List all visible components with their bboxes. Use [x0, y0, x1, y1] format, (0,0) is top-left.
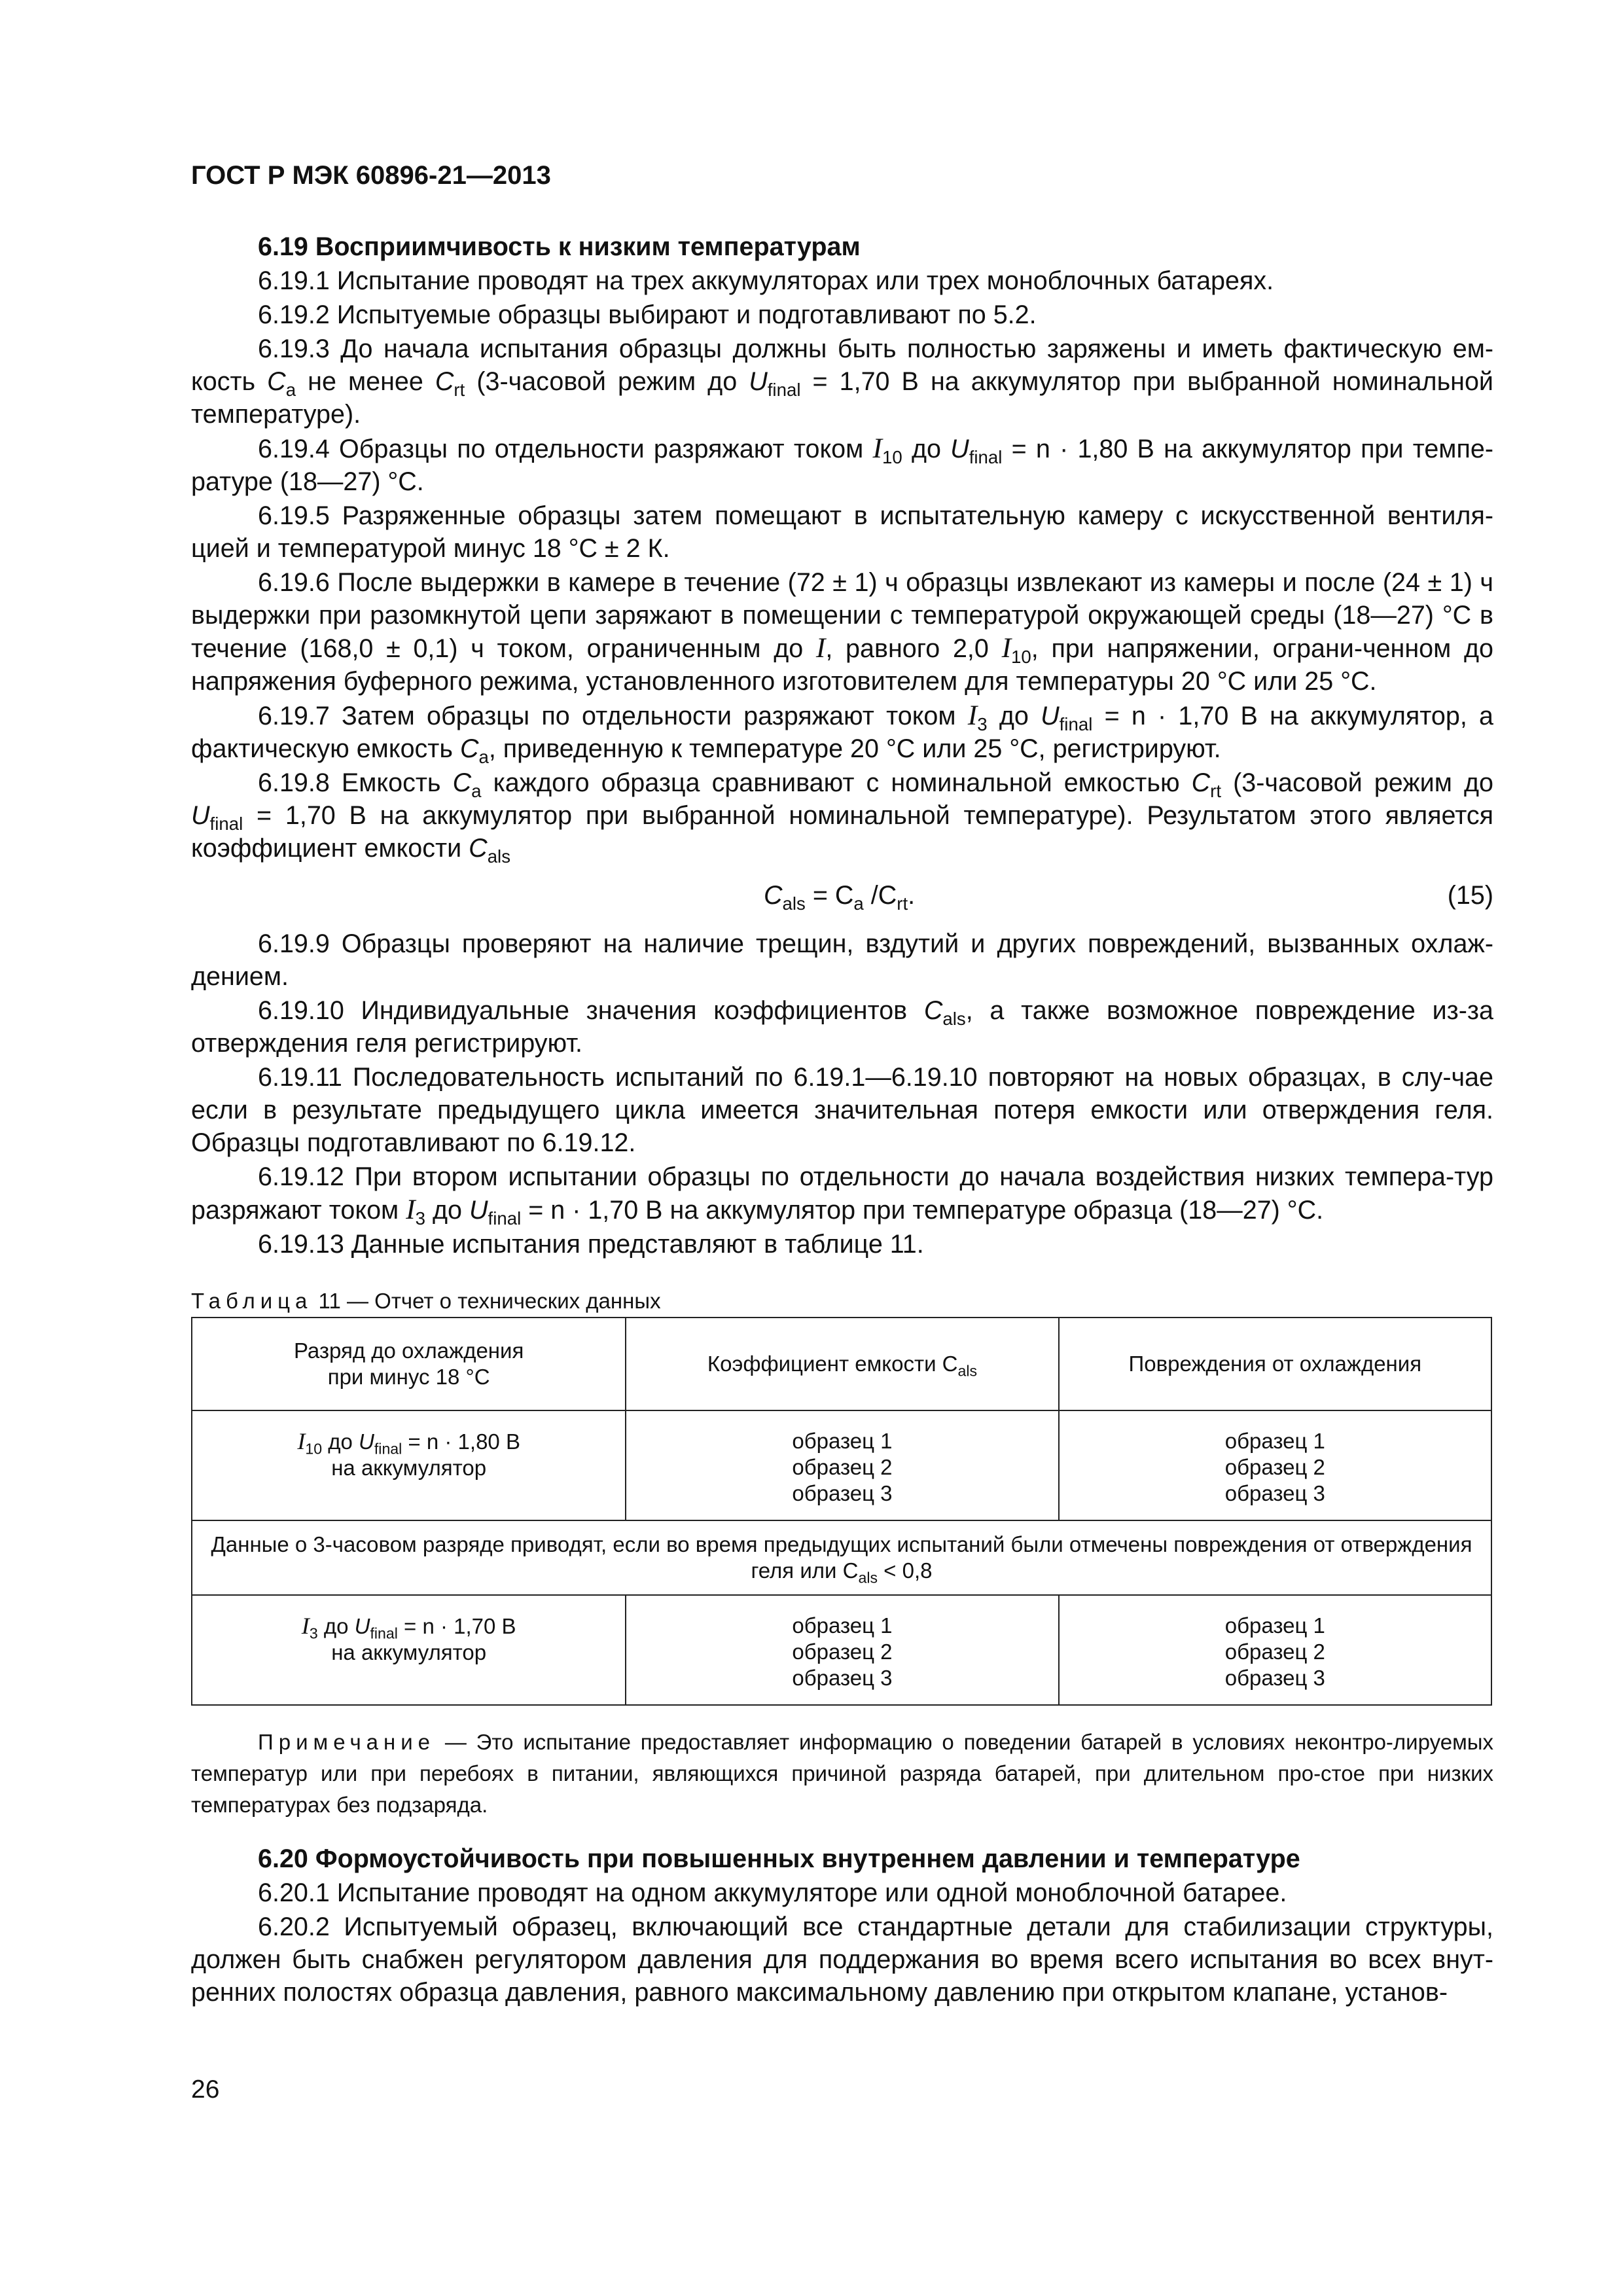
table-row-wide-note	[192, 1520, 1491, 1595]
row1-capacity-samples: образец 1 образец 2 образец 3	[626, 1410, 1058, 1520]
paragraph-6-19-2: 6.19.2 Испытуемые образцы выбирают и подготавливают по 5.2.	[258, 300, 1037, 329]
paragraph-6-20-1: 6.20.1 Испытание проводят на одном аккумуляторе или одной моноблочной батарее.	[258, 1878, 1287, 1907]
formula-15	[191, 879, 1493, 912]
paragraph-6-19-6: 6.19.6 После выдержки в камере в течение (72 ± 1) ч образцы извлекают из камеры и после (24 ± 1) ч выдержки при разомкнутой цепи заряжают в помещении с температурой окружающей среды (18—27) °С в течение (168,0 ± 0,1) ч током, ограниченным до I, равного 2,0 $I_{10}$, при напряжении, ограни-ченном до напряжения буферного режима, установленного изготовителем для температуры 20 °С или 25 °С.	[191, 568, 1493, 696]
paragraph-6-19-8: 6.19.8 Емкость $C_a$ каждого образца сравнивают с номинальной емкостью $C_{rt}$ (3-часовой режим до $U_{final} = 1,70$ В на аккумулятор при выбранной номинальной температуре). Результатом этого является коэффициент емкости $C_{als}$	[191, 768, 1493, 867]
section-620-title: 6.20 Формоустойчивость при повышенных внутреннем давлении и температуре	[258, 1844, 1300, 1873]
wide-row-text: Данные о 3-часовом разряде приводят, если во время предыдущих испытаний были отмечены повреждения от отверждения геля или $C_{als} < 0,8$	[192, 1520, 1491, 1595]
header-cold-damage: Повреждения от охлаждения	[1059, 1318, 1491, 1410]
paragraph-6-19-13: 6.19.13 Данные испытания представляют в таблице 11.	[258, 1230, 924, 1259]
row1-damage-samples: образец 1 образец 2 образец 3	[1059, 1410, 1491, 1520]
paragraph-6-19-4: 6.19.4 Образцы по отдельности разряжают током $I_{10}$ до $U_{final} = n \cdot 1,80$ В на аккумулятор при темпе-ратуре (18—27) °С.	[191, 433, 1493, 496]
document-header: ГОСТ Р МЭК 60896-21—2013	[191, 161, 551, 190]
paragraph-6-19-1: 6.19.1 Испытание проводят на трех аккумуляторах или трех моноблочных батареях.	[258, 266, 1274, 295]
paragraph-6-19-5: 6.19.5 Разряженные образцы затем помещают в испытательную камеру с искусственной вентиля-цией и температурой минус 18 °С ± 2 К.	[191, 501, 1493, 563]
table-11-caption: Таблица 11 — Отчет о технических данных	[191, 1289, 661, 1313]
paragraph-6-20-2: 6.20.2 Испытуемый образец, включающий все стандартные детали для стабилизации структуры, должен быть снабжен регулятором давления для поддержания во время всего испытания во всех внут-ренних полостях образца давления, равного максимальному давлению при открытом клапане, установ-	[191, 1912, 1493, 2007]
document-body	[191, 230, 1493, 2009]
paragraph-6-19-10: 6.19.10 Индивидуальные значения коэффициентов $C_{als}$, а также возможное повреждение из-за отверждения геля регистрируют.	[191, 996, 1493, 1058]
header-capacity-coefficient: Коэффициент емкости $C_{als}$	[626, 1318, 1058, 1410]
row2-condition: $I_3$ до $U_{final} = n \cdot 1,70$ В на аккумулятор	[192, 1595, 626, 1705]
table-header-row	[192, 1318, 1491, 1410]
paragraph-6-19-3: 6.19.3 До начала испытания образцы должны быть полностью заряжены и иметь фактическую ем-кость $C_a$ не менее $C_{rt}$ (3-часовой режим до $U_{final} = 1,70$ В на аккумулятор при выбранной номинальной температуре).	[191, 334, 1493, 429]
table-row	[192, 1595, 1491, 1705]
row1-condition: $I_{10}$ до $U_{final} = n \cdot 1,80$ В на аккумулятор	[192, 1410, 626, 1520]
section-619-title: 6.19 Восприимчивость к низким температурам	[258, 232, 861, 261]
formula-number: (15)	[1447, 881, 1493, 910]
row2-capacity-samples: образец 1 образец 2 образец 3	[626, 1595, 1058, 1705]
paragraph-6-19-9: 6.19.9 Образцы проверяют на наличие трещин, вздутий и других повреждений, вызванных охлаж-дением.	[191, 929, 1493, 991]
table-note: Примечание — Это испытание предоставляет информацию о поведении батарей в условиях неконтро-лируемых температур или при перебоях в питании, являющихся причиной разряда батарей, при длительном про-стое при низких температурах без подзаряда.	[191, 1730, 1493, 1817]
page-number: 26	[191, 2075, 220, 2104]
paragraph-6-19-12: 6.19.12 При втором испытании образцы по отдельности до начала воздействия низких темпера-тур разряжают током $I_3$ до $U_{final} = n \cdot 1,70$ В на аккумулятор при температуре образца (18—27) °С.	[191, 1162, 1493, 1229]
header-discharge: Разряд до охлаждения при минус 18 °С	[192, 1318, 626, 1410]
row2-damage-samples: образец 1 образец 2 образец 3	[1059, 1595, 1491, 1705]
table-row	[192, 1410, 1491, 1520]
formula-body: $C_{als} = C_a$ $/C_{rt}$.	[764, 881, 916, 914]
table-11	[191, 1317, 1492, 1706]
paragraph-6-19-7: 6.19.7 Затем образцы по отдельности разряжают током $I_3$ до $U_{final} = n \cdot 1,70$ В на аккумулятор, а фактическую емкость $C_a$, приведенную к температуре 20 °С или 25 °С, регистрируют.	[191, 700, 1494, 767]
paragraph-6-19-11: 6.19.11 Последовательность испытаний по 6.19.1—6.19.10 повторяют на новых образцах, в слу-чае если в результате предыдущего цикла имеется значительная потеря емкости или отверждения геля. Образцы подготавливают по 6.19.12.	[191, 1063, 1493, 1157]
